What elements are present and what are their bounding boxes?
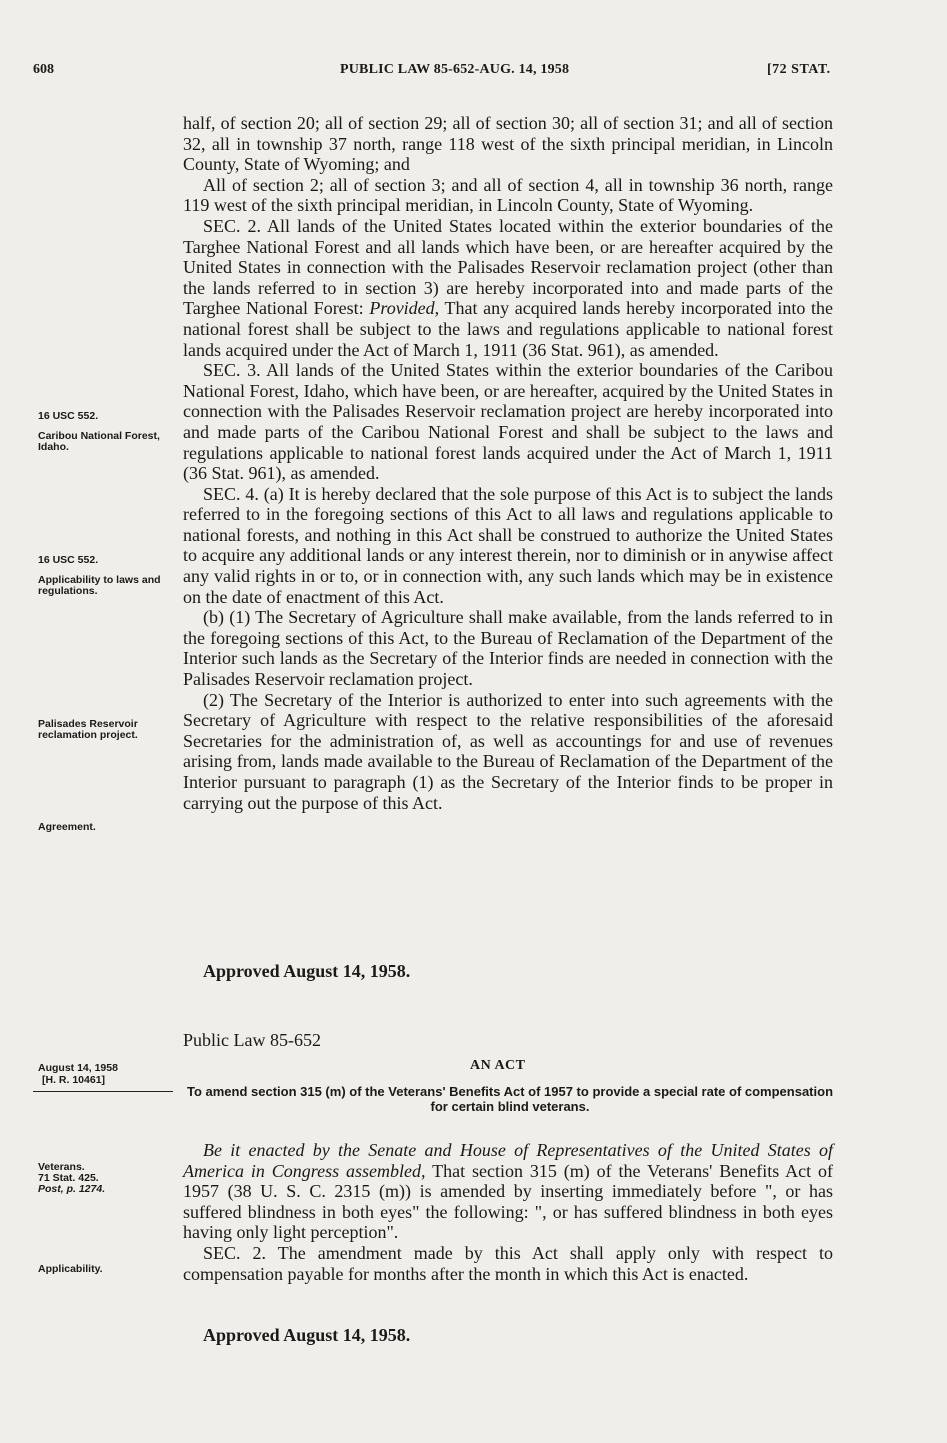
paragraph-law2-sec-2: SEC. 2. The amendment made by this Act shall apply only with respect to compensation payable for months after the month in which this Act is enacted. bbox=[183, 1242, 833, 1284]
paragraph-continuation: half, of section 20; all of section 29; all of section 30; all of section 31; and all of section 32, all in township 37 north, range 118 west of the sixth principal meridian, in Lincoln County, State of Wyoming; and bbox=[183, 113, 833, 175]
margin-note-palisades: Palisades Reservoir reclamation project. bbox=[38, 718, 138, 741]
margin-note-agreement: Agreement. bbox=[38, 821, 96, 833]
margin-note-veterans: Veterans. bbox=[38, 1161, 85, 1173]
margin-note-post: Post, p. 1274. bbox=[38, 1183, 106, 1195]
margin-note-date: August 14, 1958 bbox=[38, 1062, 118, 1074]
paragraph-sec-4b1: (b) (1) The Secretary of Agriculture shall make available, from the lands referred to in the foregoing sections of this Act, to the Bureau of Reclamation of the Department of the Interior such lands as the Secretary of the Interior finds are needed in connection with the Palisades Reservoir reclamation project. bbox=[183, 607, 833, 690]
paragraph-sec-4a: SEC. 4. (a) It is hereby declared that the sole purpose of this Act is to subject the lands referred to in the foregoing sections of this Act to all laws and regulations applicable to national forests, and nothing in this Act shall be construed to authorize the United States to acquire any additional lands or any interest therein, nor to diminish or in anywise affect any valid rights in or to, or in connection with, any such lands which may be in existence on the date of enactment of this Act. bbox=[183, 483, 833, 607]
approved-line-1: Approved August 14, 1958. bbox=[203, 961, 411, 981]
enacting-clause bbox=[183, 1140, 833, 1243]
running-header-title: PUBLIC LAW 85-652-AUG. 14, 1958 bbox=[340, 62, 570, 77]
approved-line-2: Approved August 14, 1958. bbox=[203, 1325, 411, 1345]
paragraph-sec-4b2: (2) The Secretary of the Interior is authorized to enter into such agreements with the Secretary of Agriculture with respect to the relative responsibilities of the aforesaid Secretaries for the administration of, as well as accountings for and use of revenues arising from, lands made available to the Bureau of Reclamation of the Department of the Interior pursuant to paragraph (1) as the Secretary of the Interior finds to be proper in carrying out the purpose of this Act. bbox=[183, 689, 833, 813]
law-85-651-body bbox=[183, 113, 833, 813]
margin-note-usc-1: 16 USC 552. bbox=[38, 410, 99, 422]
paragraph-sec-2 bbox=[183, 216, 833, 360]
paragraph-section-list: All of section 2; all of section 3; and all of section 4, all in township 36 north, range 119 west of the sixth principal meridian, in Lincoln County, State of Wyoming. bbox=[183, 174, 833, 216]
sec2-text-b: , That any acquired lands hereby incorporated into the national forest shall be subject to the laws and regulations applicable to national forest lands acquired under the Act of March 1, 1911 (36 Stat. 961), as amended. bbox=[183, 298, 834, 360]
margin-note-hr: [H. R. 10461] bbox=[42, 1074, 106, 1086]
page-number: 608 bbox=[33, 62, 54, 77]
provided-italic: Provided bbox=[369, 298, 435, 319]
paragraph-sec-3: SEC. 3. All lands of the United States within the exterior boundaries of the Caribou National Forest, Idaho, which have been, or are hereafter, acquired by the United States in connection with the Palisades Reservoir reclamation project are hereby incorporated into and made parts of the Caribou National Forest and shall be subject to the laws and regulations applicable to national forest lands acquired under the Act of March 1, 1911 (36 Stat. 961), as amended. bbox=[183, 360, 833, 484]
public-law-heading: Public Law 85-652 bbox=[183, 1030, 321, 1050]
divider-rule bbox=[33, 1091, 173, 1092]
margin-note-stat: 71 Stat. 425. bbox=[38, 1172, 99, 1184]
sec2-text-a: SEC. 2. All lands of the United States located within the exterior boundaries of the Targhee National Forest and all lands which have been, or are hereafter acquired by the United States in connection with the Palisades Reservoir reclamation project (other than the lands referred to in section 3) are hereby incorporated into and made parts of the Targhee National Forest: bbox=[183, 215, 833, 319]
running-header-stat: [72 STAT. bbox=[767, 62, 831, 77]
enacting-text: That section 315 (m) of the Veterans' Benefits Act of 1957 (38 U. S. C. 2315 (m)) is amended by inserting immediately before ", or has suffered blindness in both eyes" the following: ", or has suffered blindness in both eyes having only light perception". bbox=[183, 1160, 834, 1243]
margin-note-applicability: Applicability. bbox=[38, 1263, 103, 1275]
an-act-heading: AN ACT bbox=[470, 1058, 526, 1073]
margin-note-usc-2: 16 USC 552. bbox=[38, 554, 99, 566]
margin-note-applicability-laws: Applicability to laws and regulations. bbox=[38, 574, 161, 597]
enacting-italic: Be it enacted by the Senate and House of Representatives of the United States of America in Congress assembled, bbox=[183, 1140, 833, 1181]
law-85-652-body bbox=[183, 1140, 833, 1284]
margin-note-caribou: Caribou National Forest, Idaho. bbox=[38, 430, 160, 453]
act-summary: To amend section 315 (m) of the Veterans' Benefits Act of 1957 to provide a special rate of compensation for certain blind veterans. bbox=[186, 1084, 834, 1114]
